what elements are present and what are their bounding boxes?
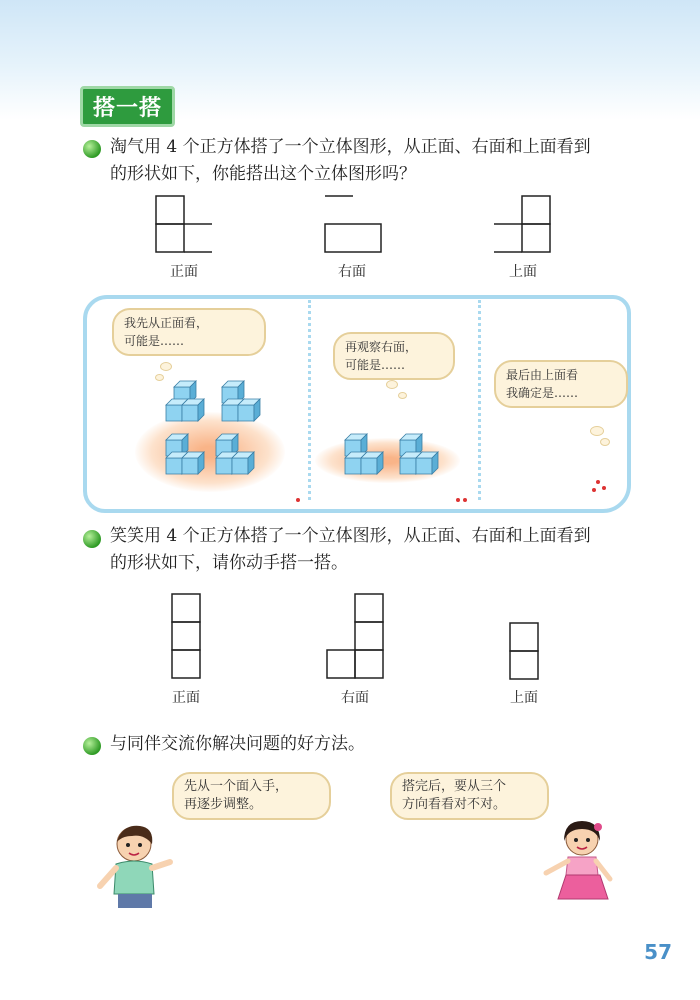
problem2-top-label: 上面 (510, 690, 538, 706)
bubble-line: 搭完后，要从三个 (402, 779, 507, 794)
speech-bubble-boy (172, 772, 331, 820)
right-view-grid (326, 593, 386, 681)
bubble-line: 最后由上面看 (506, 368, 579, 382)
problem2-front-label: 正面 (172, 690, 200, 706)
front-view-grid (171, 593, 201, 681)
bubble-line: 方向看看对不对。 (402, 797, 507, 812)
bubble-line: 我先从正面看， (124, 316, 209, 330)
problem2-right-label: 右面 (341, 690, 369, 706)
cube-group-2 (222, 381, 260, 421)
decorative-dot (456, 498, 460, 502)
bubble-line: 可能是…… (345, 358, 406, 372)
problem1-line1: 淘气用 4 个正方体搭了一个立体图形，从正面、右面和上面看到 (110, 137, 591, 157)
cube-group-5 (345, 434, 383, 474)
problem2-right-view (326, 593, 386, 681)
cube-group-4 (216, 434, 254, 474)
bullet-icon (83, 530, 101, 548)
problem2-line1: 笑笑用 4 个正方体搭了一个立体图形，从正面、右面和上面看到 (110, 526, 591, 546)
bubble-line: 再观察右面， (345, 340, 418, 354)
bubble-line: 我确定是…… (506, 386, 579, 400)
cube-group-1 (166, 381, 204, 421)
bullet-icon (83, 737, 101, 755)
top-view-grid (509, 622, 539, 682)
problem1-top-label: 上面 (509, 264, 537, 280)
decorative-dot (596, 480, 600, 484)
boy-illustration (92, 820, 177, 910)
problem2-front-view (171, 593, 201, 681)
problem1-line2: 的形状如下，你能搭出这个立体图形吗？ (110, 164, 416, 184)
decorative-dot (296, 498, 300, 502)
page-number: 57 (644, 940, 672, 964)
decorative-dot (463, 498, 467, 502)
cube-group-3 (166, 434, 204, 474)
speech-bubble-girl (390, 772, 549, 820)
bubble-line: 可能是…… (124, 334, 185, 348)
problem2-line2: 的形状如下，请你动手搭一搭。 (110, 553, 348, 573)
bubble-line: 再逐步调整。 (184, 797, 263, 812)
problem2-top-view (509, 622, 539, 682)
decorative-dot (592, 488, 596, 492)
problem1-right-label: 右面 (338, 264, 366, 280)
discussion-text: 与同伴交流你解决问题的好方法。 (110, 734, 365, 754)
problem2-text (110, 523, 630, 577)
decorative-dot (602, 486, 606, 490)
problem1-front-label: 正面 (170, 264, 198, 280)
girl-illustration (540, 815, 625, 910)
bubble-line: 先从一个面入手， (184, 779, 289, 794)
cube-group-6 (400, 434, 438, 474)
section-title: 搭一搭 (80, 86, 175, 127)
